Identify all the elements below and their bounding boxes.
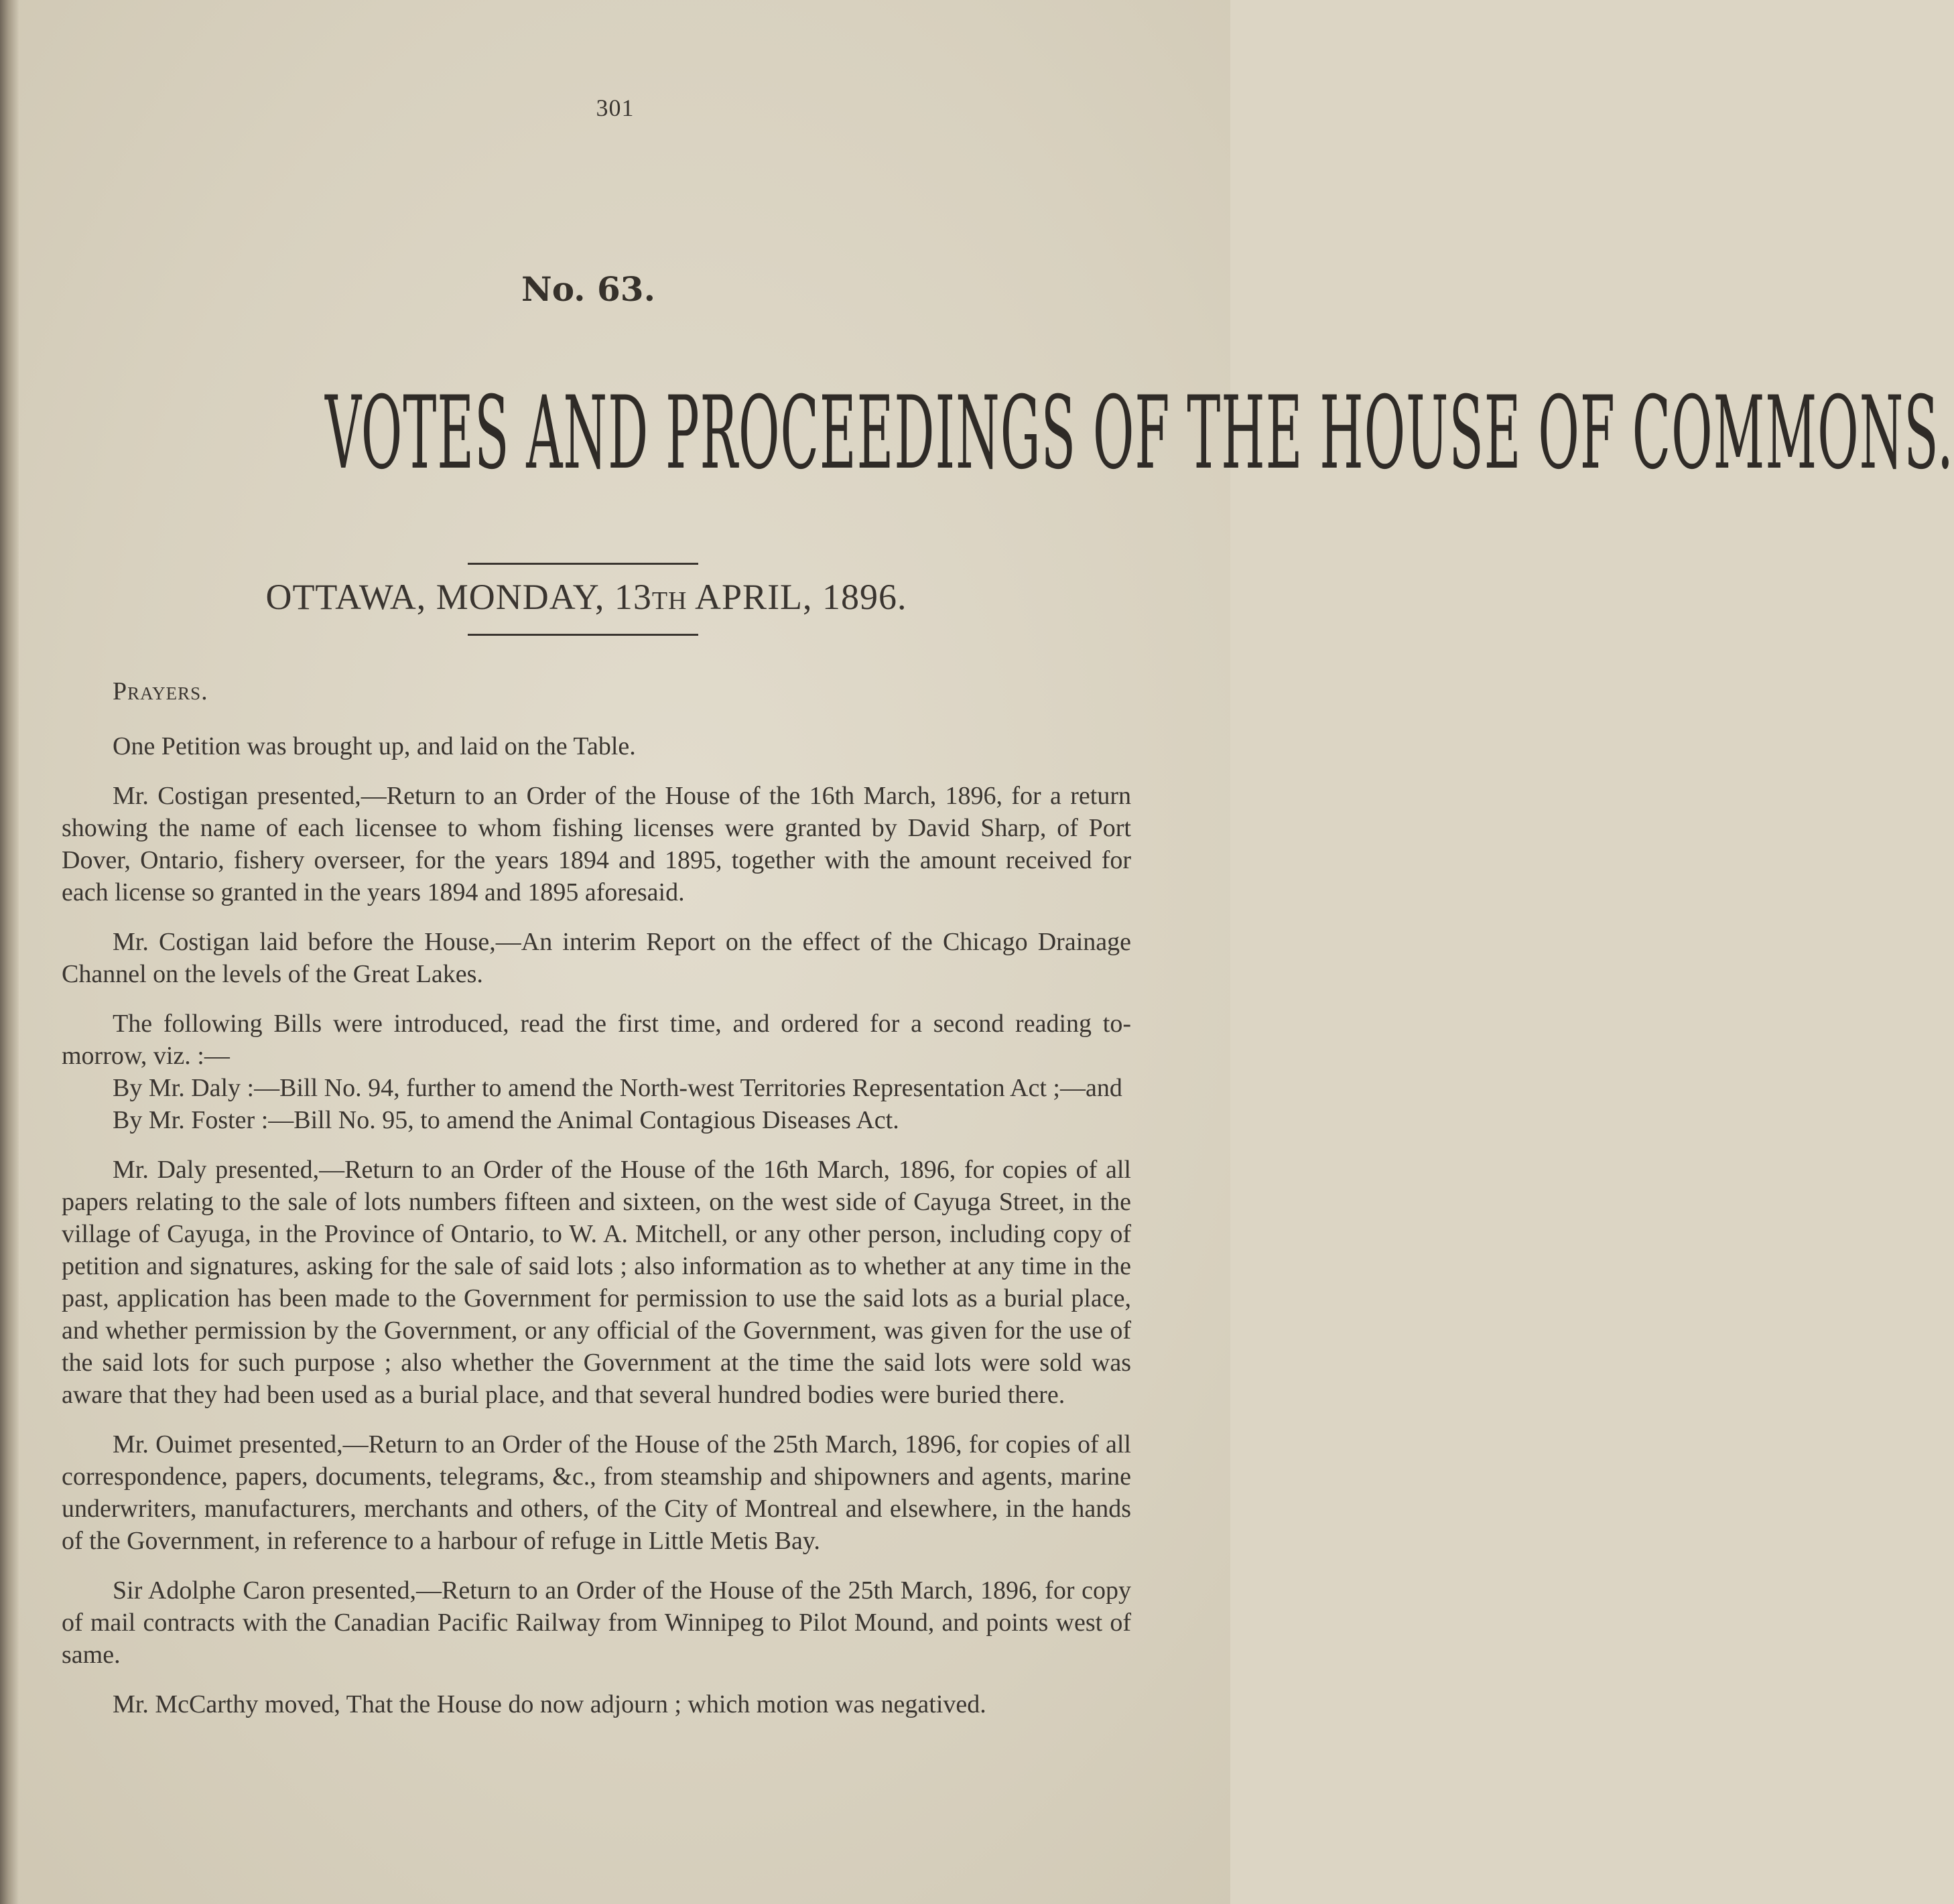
page-number: 301 xyxy=(596,94,635,121)
title-rule-top xyxy=(468,563,698,565)
title-rule-bottom xyxy=(468,634,698,636)
paragraph-costigan-report: Mr. Costigan laid before the House,—An interim Report on the effect of the Chicago Drainage Channel on the levels of the Great Lakes. xyxy=(62,928,1131,988)
dateline-ordinal: TH xyxy=(651,587,688,615)
main-title: VOTES AND PROCEEDINGS OF THE HOUSE OF COMMONS. xyxy=(325,375,1954,492)
paragraph-bills-intro: The following Bills were introduced, read the first time, and ordered for a second reading to-morrow, viz. :— xyxy=(62,1010,1131,1070)
paragraph-prayers: Prayers. xyxy=(113,677,208,705)
paragraph-bill-daly: By Mr. Daly :—Bill No. 94, further to amend the North-west Territories Representation Act ;—and xyxy=(113,1074,1122,1102)
proceedings-body xyxy=(62,675,1131,1738)
paragraph-mccarthy-motion: Mr. McCarthy moved, That the House do now adjourn ; which motion was negatived. xyxy=(113,1690,986,1718)
paragraph-petition: One Petition was brought up, and laid on the Table. xyxy=(113,732,636,760)
paragraph-costigan-return: Mr. Costigan presented,—Return to an Order of the House of the 16th March, 1896, for a return showing the name of each licensee to whom fishing licenses were granted by David Sharp, of Port Dover, Ontario, fishery overseer, for the years 1894 and 1895, together with the amount received for each license so granted in the years 1894 and 1895 aforesaid. xyxy=(62,782,1131,906)
paragraph-caron-return: Sir Adolphe Caron presented,—Return to an Order of the House of the 25th March, 1896, for copy of mail contracts with the Canadian Pacific Railway from Winnipeg to Pilot Mound, and points west of same. xyxy=(62,1576,1131,1669)
paragraph-daly-return: Mr. Daly presented,—Return to an Order of the House of the 16th March, 1896, for copies of all papers relating to the sale of lots numbers fifteen and sixteen, on the west side of Cayuga Street, in the village of Cayuga, in the Province of Ontario, to W. A. Mitchell, or any other person, including copy of petition and signatures, asking for the sale of said lots ; also information as to whether at any time in the past, application has been made to the Government for permission to use the said lots as a burial place, and whether permission by the Government, or any official of the Government, was given for the use of the said lots for such purpose ; also whether the Government at the time the said lots were sold was aware that they had been used as a burial place, and that several hundred bodies were buried there. xyxy=(62,1156,1131,1409)
dateline-suffix: APRIL, 1896. xyxy=(687,577,907,617)
paragraph-bill-foster: By Mr. Foster :—Bill No. 95, to amend the Animal Contagious Diseases Act. xyxy=(113,1106,899,1134)
paragraph-ouimet-return: Mr. Ouimet presented,—Return to an Order of the House of the 25th March, 1896, for copies of all correspondence, papers, documents, telegrams, &c., from steamship and shipowners and agents, marine underwriters, manufacturers, merchants and others, of the City of Montreal and elsewhere, in the hands of the Government, in reference to a harbour of refuge in Little Metis Bay. xyxy=(62,1430,1131,1555)
dateline xyxy=(0,576,1173,618)
document-number: No. 63. xyxy=(521,269,655,309)
dateline-prefix: OTTAWA, MONDAY, 13 xyxy=(265,577,652,617)
